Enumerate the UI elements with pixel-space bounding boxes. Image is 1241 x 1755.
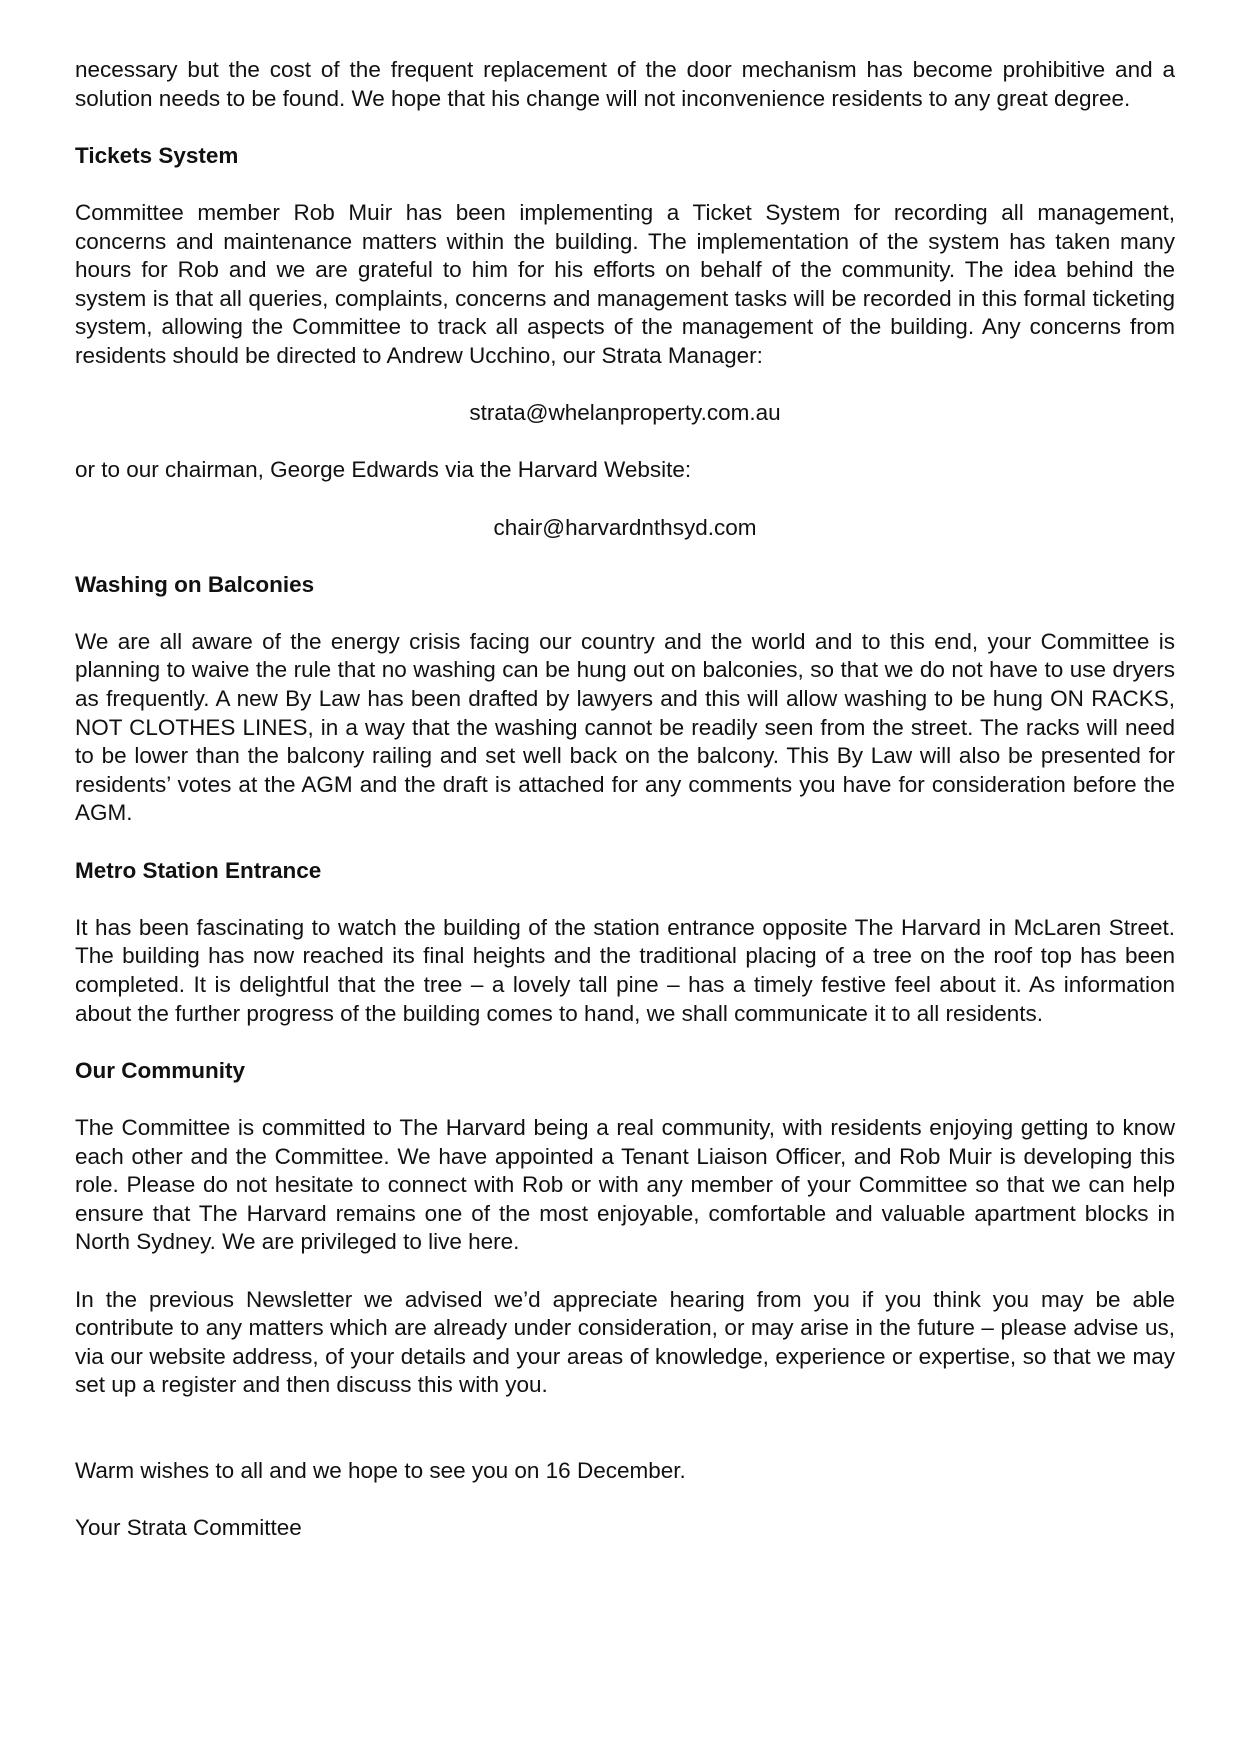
strata-email: strata@whelanproperty.com.au xyxy=(469,400,781,426)
metro-heading: Metro Station Entrance xyxy=(75,857,322,883)
warm-wishes: Warm wishes to all and we hope to see you on 16 December. xyxy=(75,1457,686,1483)
community-paragraph: The Committee is committed to The Harvard being a real community, with residents enjoying getting to know each other and the Committee. We have appointed a Tenant Liaison Officer, and Rob Muir is developing this role. Please do not hesitate to connect with Rob or with any member of your Committee so that we can help ensure that The Harvard remains one of the most enjoyable, comfortable and valuable apartment blocks in North Sydney. We are privileged to live here. xyxy=(75,1114,1175,1255)
intro-paragraph: necessary but the cost of the frequent replacement of the door mechanism has become prohibitive and a solution needs to be found. We hope that his change will not inconvenience residents to any great degree. xyxy=(75,57,1175,111)
tickets-heading: Tickets System xyxy=(75,142,239,168)
metro-paragraph: It has been fascinating to watch the building of the station entrance opposite The Harvard in McLaren Street. The building has now reached its final heights and the traditional placing of a tree on the roof top has been completed. It is delightful that the tree – a lovely tall pine – has a timely festive feel about it. As information about the further progress of the building comes to hand, we shall communicate it to all residents. xyxy=(75,914,1175,1026)
community-heading: Our Community xyxy=(75,1057,246,1083)
register-paragraph: In the previous Newsletter we advised we’d appreciate hearing from you if you think you may be able contribute to any matters which are already under consideration, or may arise in the future – please advise us, via our website address, of your details and your areas of knowledge, experience or expertise, so that we may set up a register and then discuss this with you. xyxy=(75,1286,1175,1398)
washing-heading: Washing on Balconies xyxy=(75,571,315,597)
tickets-paragraph: Committee member Rob Muir has been implementing a Ticket System for recording all management, concerns and maintenance matters within the building. The implementation of the system has taken many hours for Rob and we are grateful to him for his efforts on behalf of the community. The idea behind the system is that all queries, complaints, concerns and management tasks will be recorded in this formal ticketing system, allowing the Committee to track all aspects of the management of the building. Any concerns from residents should be directed to Andrew Ucchino, our Strata Manager: xyxy=(75,199,1175,368)
chairman-paragraph: or to our chairman, George Edwards via the Harvard Website: xyxy=(75,457,692,483)
washing-paragraph: We are all aware of the energy crisis facing our country and the world and to this end, your Committee is planning to waive the rule that no washing can be hung out on balconies, so that we do not have to use dryers as frequently. A new By Law has been drafted by lawyers and this will allow washing to be hung ON RACKS, NOT CLOTHES LINES, in a way that the washing cannot be readily seen from the street. The racks will need to be lower than the balcony railing and set well back on the balcony. This By Law will also be presented for residents’ votes at the AGM and the draft is attached for any comments you have for consideration before the AGM. xyxy=(75,628,1175,826)
chair-email: chair@harvardnthsyd.com xyxy=(493,514,757,540)
signoff: Your Strata Committee xyxy=(75,1515,302,1541)
